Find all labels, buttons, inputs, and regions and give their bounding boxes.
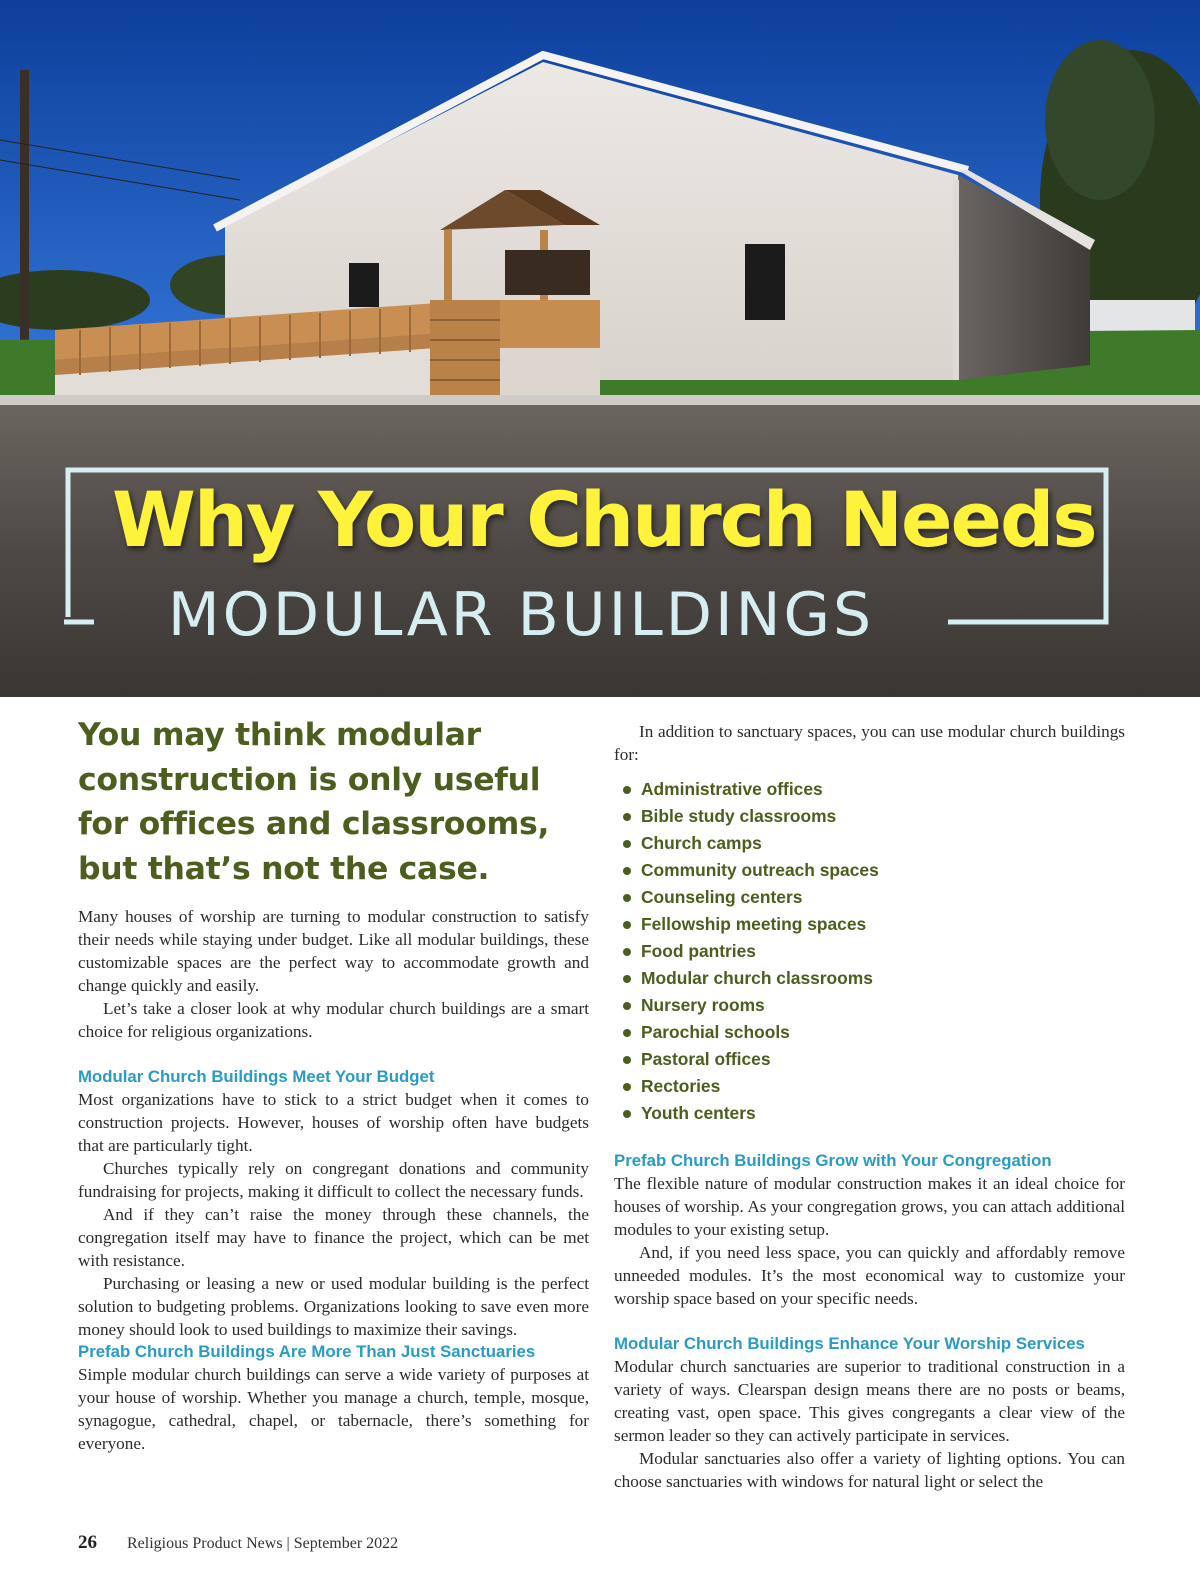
title-line-2: MODULAR BUILDINGS [167, 580, 875, 650]
list-item: Modular church classrooms [614, 965, 1125, 992]
list-item: Bible study classrooms [614, 803, 1125, 830]
list-item: Pastoral offices [614, 1046, 1125, 1073]
title-line-1: Why Your Church Needs [112, 475, 1096, 564]
bullet-icon [623, 786, 631, 794]
budget-paragraph: And if they can’t raise the money through these channels, the congregation itself may have to finance the project, which can be met with resistance. [78, 1205, 589, 1270]
intro-paragraph: Many houses of worship are turning to modular construction to satisfy their needs while staying under budget. Like all modular buildings, these customizable spaces are the perfect way to accommodate growth and change quickly and easily. [78, 907, 589, 995]
pull-quote-line: but that’s not the case. [78, 850, 490, 887]
bullet-icon [623, 1029, 631, 1037]
budget-paragraph: Churches typically rely on congregant donations and community fundraising for projects, making it difficult to collect the necessary funds. [78, 1159, 589, 1201]
list-item: Youth centers [614, 1100, 1125, 1127]
page-footer [78, 1532, 398, 1556]
bullet-icon [623, 840, 631, 848]
budget-paragraph: Most organizations have to stick to a strict budget when it comes to construction projects. However, houses of worship often have budgets that are particularly tight. [78, 1090, 589, 1155]
budget-paragraph: Purchasing or leasing a new or used modular building is the perfect solution to budgeting problems. Organizations looking to save even more money should look to used buildings to maximize their savings. [78, 1274, 589, 1339]
intro-paragraph: Let’s take a closer look at why modular church buildings are a smart choice for religious organizations. [78, 999, 589, 1041]
hero-photo [0, 0, 1200, 697]
list-item: Food pantries [614, 938, 1125, 965]
bullet-icon [623, 948, 631, 956]
uses-list [614, 776, 1125, 1127]
list-item: Nursery rooms [614, 992, 1125, 1019]
left-column [78, 713, 589, 1455]
pull-quote [78, 713, 589, 891]
right-column [614, 720, 1125, 1493]
bullet-icon [623, 867, 631, 875]
enhance-paragraph: Modular sanctuaries also offer a variety of lighting options. You can choose sanctuaries with windows for natural light or select the [614, 1449, 1125, 1491]
bullet-icon [623, 921, 631, 929]
section-heading-budget: Modular Church Buildings Meet Your Budget [78, 1067, 435, 1086]
pull-quote-line: You may think modular [78, 717, 481, 753]
list-item: Community outreach spaces [614, 857, 1125, 884]
list-item: Counseling centers [614, 884, 1125, 911]
list-item: Church camps [614, 830, 1125, 857]
list-item: Rectories [614, 1073, 1125, 1100]
section-heading-sanctuaries: Prefab Church Buildings Are More Than Just Sanctuaries [78, 1342, 536, 1361]
bullet-icon [623, 894, 631, 902]
bullet-icon [623, 1083, 631, 1091]
page-number: 26 [78, 1532, 97, 1553]
list-item: Parochial schools [614, 1019, 1125, 1046]
list-item: Fellowship meeting spaces [614, 911, 1125, 938]
bullet-icon [623, 975, 631, 983]
grow-paragraph: The flexible nature of modular construction makes it an ideal choice for houses of worship. As your congregation grows, you can attach additional modules to your existing setup. [614, 1174, 1125, 1239]
bullet-icon [623, 1110, 631, 1118]
grow-paragraph: And, if you need less space, you can quickly and affordably remove unneeded modules. It’s the most economical way to customize your worship space based on your specific needs. [614, 1243, 1125, 1308]
publication-info: Religious Product News | September 2022 [127, 1535, 399, 1552]
sanctuaries-paragraph: Simple modular church buildings can serve a wide variety of purposes at your house of worship. Whether you manage a church, temple, mosque, synagogue, cathedral, chapel, or tabernacle, there’s something for everyone. [78, 1365, 589, 1453]
bullet-icon [623, 1056, 631, 1064]
uses-intro: In addition to sanctuary spaces, you can use modular church buildings for: [614, 722, 1125, 764]
section-heading-grow: Prefab Church Buildings Grow with Your Congregation [614, 1151, 1052, 1170]
pull-quote-line: construction is only useful [78, 761, 541, 798]
section-heading-enhance: Modular Church Buildings Enhance Your Worship Services [614, 1334, 1085, 1353]
enhance-paragraph: Modular church sanctuaries are superior to traditional construction in a variety of ways. Clearspan design means there are no posts or beams, creating vast, open space. This gives congregants a clear view of the sermon leader so they can actively participate in services. [614, 1357, 1125, 1445]
list-item: Administrative offices [614, 776, 1125, 803]
pull-quote-line: for offices and classrooms, [78, 806, 550, 842]
bullet-icon [623, 1002, 631, 1010]
bullet-icon [623, 813, 631, 821]
